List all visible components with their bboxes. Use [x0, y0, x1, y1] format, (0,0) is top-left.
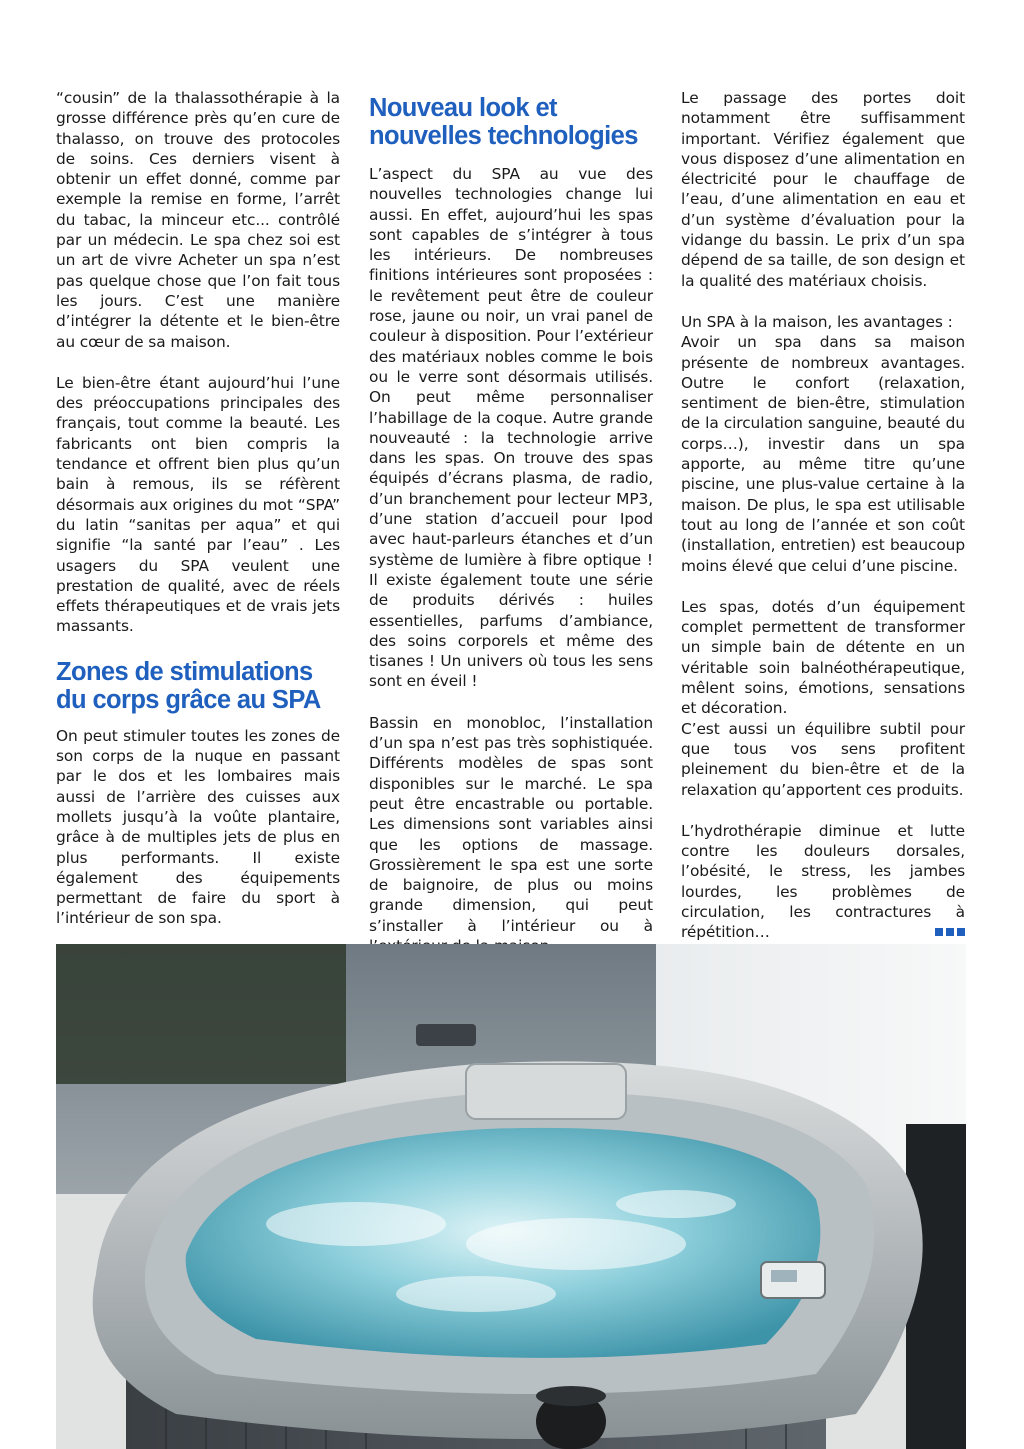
- paragraph-lead: Un SPA à la maison, les avantages :: [681, 312, 953, 331]
- section-heading: Nouveau look et nouvelles technologies: [369, 94, 638, 150]
- paragraph: Le passage des portes doit notamment être suffisamment important. Vérifiez également que vous disposez d’une alimentation en électricité pour le chauffage de l’eau, d’une alimentation en eau et d’un système d’évaluation pour la vidange du bassin. Le prix d’un spa dépend de sa taille, de son design et la qualité des matériaux choisis.: [681, 89, 965, 290]
- column-2: [369, 88, 653, 1039]
- paragraph: Bassin en monobloc, l’installation d’un spa n’est pas très sophistiquée. Différents modèles de spas sont disponibles sur le marché. Le spa peut être encastrable ou portable. Les dimensions sont variables ainsi que les options de massage. Grossièrement le spa est une sorte de baignoire, de plus ou moins grande dimension, qui peut s’installer à l’intérieur ou à: [369, 713, 653, 935]
- paragraph: Le bien-être étant aujourd’hui l’une des préoccupations principales des français, tout comme la beauté. Les fabricants ont bien compris la tendance et offrent bien plus qu’un bain à remous, ils se réfèrent désormais aux origines du mot “SPA” du latin “sanitas per aqua” et qui signifie “la santé par l’eau” . Les usagers du SPA veulent une prestation de qualité, avec de réels effets thérapeutiques et de vrais jets massants.: [56, 373, 340, 636]
- paragraph: L’aspect du SPA au vue des nouvelles technologies change lui aussi. En effet, aujourd’hui les spas sont capables de s’intégrer à tous les intérieurs. De nombreuses finitions intérieures sont proposées : le revêtement peut être de couleur rose, jaune ou noir, un vrai panel de couleur à disposition. Pour l’extérieur des matériaux nobles comme le bois ou le verre sont désormais utilisés. On peut même personnaliser l’habillage de la coque. Autre grande nouveauté : la technologie arrive dans les spas. On trouve des spas équipés d’écrans plasma, de radio, d’un branchement pour lecteur MP3, d’une station d’accueil pour Ipod avec haut-parleurs étanches et d’un système de lumière à fibre optique ! Il existe également toute une série de produits dérivés : huiles essentielles, parfums d’ambiance, des soins corporels et même des tisanes ! Un univers où tous les sens sont en éveil !: [369, 165, 653, 691]
- paragraph: Les spas, dotés d’un équipement complet permettent de transformer un simple bain de détente en un véritable soin balnéothérapeutique, mêlent soins, émotions, sensations et décoration.: [681, 597, 965, 718]
- paragraph: C’est aussi un équilibre subtil pour que tous vos sens profitent pleinement du bien-être et de la relaxation qu’apportent ces produits.: [681, 719, 965, 799]
- paragraph: On peut stimuler toutes les zones de son corps de la nuque en passant par le dos et les lombaires mais aussi de l’arrière des cuisses aux mollets jusqu’à la voûte plantaire, grâce à de multiples jets de plus en plus performants. Il existe également des équipements permettant de faire du sport à l’intérieur de son spa.: [56, 726, 340, 928]
- paragraph-text: L’hydrothérapie diminue et lutte contre les douleurs dorsales, l’obésité, le stress, les jambes lourdes, les problèmes de circulation, les contractures à répétition…: [681, 821, 965, 942]
- column-1: [56, 88, 340, 950]
- section-heading: Zones de stimulations du corps grâce au SPA: [56, 657, 321, 714]
- hot-tub-illustration: [56, 944, 966, 1449]
- spa-photo: [56, 944, 966, 1449]
- article-end-mark-icon: [935, 928, 965, 936]
- paragraph: Avoir un spa dans sa maison présente de nombreux avantages. Outre le confort (relaxation, sentiment de bien-être, stimulation de la circulation sanguine, beauté du corps…), investir dans un spa apporte, au même titre qu’une piscine, une plus-value certaine à la maison. De plus, le spa est utilisable tout au long de l’année et son coût (installation, entretien) est beaucoup moins élevé que celui d’une piscine.: [681, 333, 965, 575]
- paragraph: “cousin” de la thalassothérapie à la grosse différence près qu’en cure de thalasso, on trouve des protocoles de soins. Ces derniers visent à obtenir un effet donné, comme par exemple la remise en forme, l’arrêt du tabac, la minceur etc... contrôlé par un médecin. Le spa chez soi est un art de vivre Acheter un spa n’est pas quelque chose que l’on fait tous les jours. C’est une manière d’intégrer la détente et le bien-être au cœur de sa maison.: [56, 89, 340, 351]
- paragraph-last: [681, 821, 965, 943]
- column-3: [681, 88, 965, 964]
